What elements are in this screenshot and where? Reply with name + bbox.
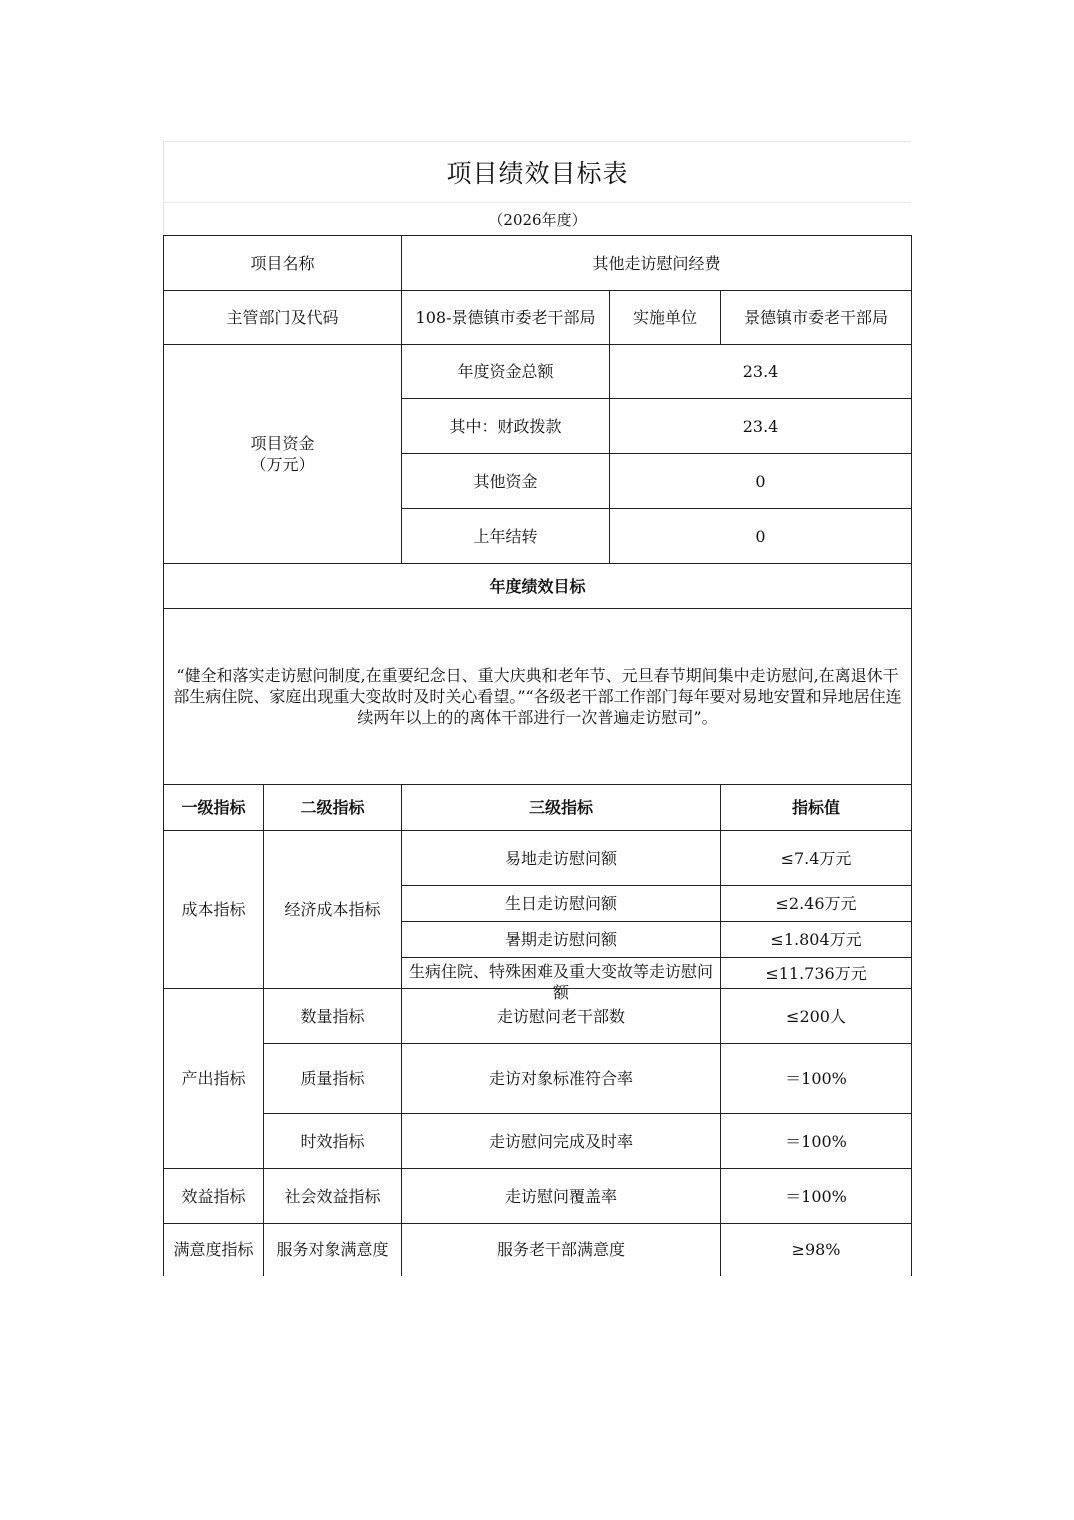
impl-label: 实施单位 <box>610 291 721 345</box>
benefit-level2: 社会效益指标 <box>264 1169 402 1224</box>
performance-table <box>163 235 912 1276</box>
indicator-row <box>164 1114 912 1169</box>
indicator-name: 暑期走访慰问额 <box>402 922 721 958</box>
indicator-value: ≥98% <box>721 1224 912 1276</box>
cost-level2: 经济成本指标 <box>264 831 402 989</box>
performance-sheet <box>163 141 911 1276</box>
indicator-value: ≤7.4万元 <box>721 831 912 886</box>
indicator-row <box>164 989 912 1044</box>
header-level1: 一级指标 <box>164 785 264 831</box>
indicator-value: ＝100% <box>721 1114 912 1169</box>
funds-label <box>164 345 402 564</box>
indicator-value: ≤1.804万元 <box>721 922 912 958</box>
goal-header-row <box>164 564 912 609</box>
project-name-label: 项目名称 <box>164 236 402 291</box>
indicator-value: ＝100% <box>721 1169 912 1224</box>
indicator-name: 走访对象标准符合率 <box>402 1044 721 1114</box>
header-level2: 二级指标 <box>264 785 402 831</box>
output-level1: 产出指标 <box>164 989 264 1169</box>
header-value: 指标值 <box>721 785 912 831</box>
goal-text-row <box>164 609 912 785</box>
fund-item-label: 上年结转 <box>402 509 610 564</box>
output-level2: 质量指标 <box>264 1044 402 1114</box>
fund-row <box>164 345 912 399</box>
fund-item-value: 23.4 <box>610 399 912 454</box>
cost-level1: 成本指标 <box>164 831 264 989</box>
indicator-name: 走访慰问完成及时率 <box>402 1114 721 1169</box>
dept-label: 主管部门及代码 <box>164 291 402 345</box>
indicator-name: 走访慰问老干部数 <box>402 989 721 1044</box>
document-year: （2026年度） <box>163 203 911 235</box>
indicator-row <box>164 1169 912 1224</box>
satisfaction-level1: 满意度指标 <box>164 1224 264 1276</box>
indicator-value: ＝100% <box>721 1044 912 1114</box>
fund-item-label: 年度资金总额 <box>402 345 610 399</box>
output-level2: 数量指标 <box>264 989 402 1044</box>
fund-item-value: 0 <box>610 509 912 564</box>
benefit-level1: 效益指标 <box>164 1169 264 1224</box>
indicator-name: 易地走访慰问额 <box>402 831 721 886</box>
impl-value: 景德镇市委老干部局 <box>721 291 912 345</box>
project-name-value: 其他走访慰问经费 <box>402 236 912 291</box>
header-level3: 三级指标 <box>402 785 721 831</box>
fund-item-value: 23.4 <box>610 345 912 399</box>
goal-text: “健全和落实走访慰问制度,在重要纪念日、重大庆典和老年节、元旦春节期间集中走访慰问,在离退休干部生病住院、家庭出现重大变故时及时关心看望。”“各级老干部工作部门每年要对易地安置和异地居住连续两年以上的的离体干部进行一次普遍走访慰司”。 <box>164 609 912 785</box>
department-row <box>164 291 912 345</box>
indicator-name: 生日走访慰问额 <box>402 886 721 922</box>
indicator-row <box>164 1044 912 1114</box>
fund-item-value: 0 <box>610 454 912 509</box>
indicator-value: ≤2.46万元 <box>721 886 912 922</box>
indicator-value: ≤11.736万元 <box>721 958 912 989</box>
fund-item-label: 其他资金 <box>402 454 610 509</box>
project-name-row <box>164 236 912 291</box>
goal-header: 年度绩效目标 <box>164 564 912 609</box>
indicator-row <box>164 831 912 886</box>
indicator-name: 生病住院、特殊困难及重大变故等走访慰问额 <box>409 961 714 1002</box>
funds-label-line1: 项目资金 <box>250 434 315 453</box>
output-level2: 时效指标 <box>264 1114 402 1169</box>
satisfaction-level2: 服务对象满意度 <box>264 1224 402 1276</box>
indicator-name-cell <box>402 958 721 1002</box>
indicator-value: ≤200人 <box>721 989 912 1044</box>
indicator-row <box>164 1224 912 1276</box>
indicator-name: 走访慰问覆盖率 <box>402 1169 721 1224</box>
indicator-header-row <box>164 785 912 831</box>
indicator-name: 服务老干部满意度 <box>402 1224 721 1276</box>
funds-label-line2: （万元） <box>250 455 315 474</box>
document-title: 项目绩效目标表 <box>163 141 911 203</box>
dept-value: 108-景德镇市委老干部局 <box>402 291 610 345</box>
fund-item-label: 其中：财政拨款 <box>402 399 610 454</box>
